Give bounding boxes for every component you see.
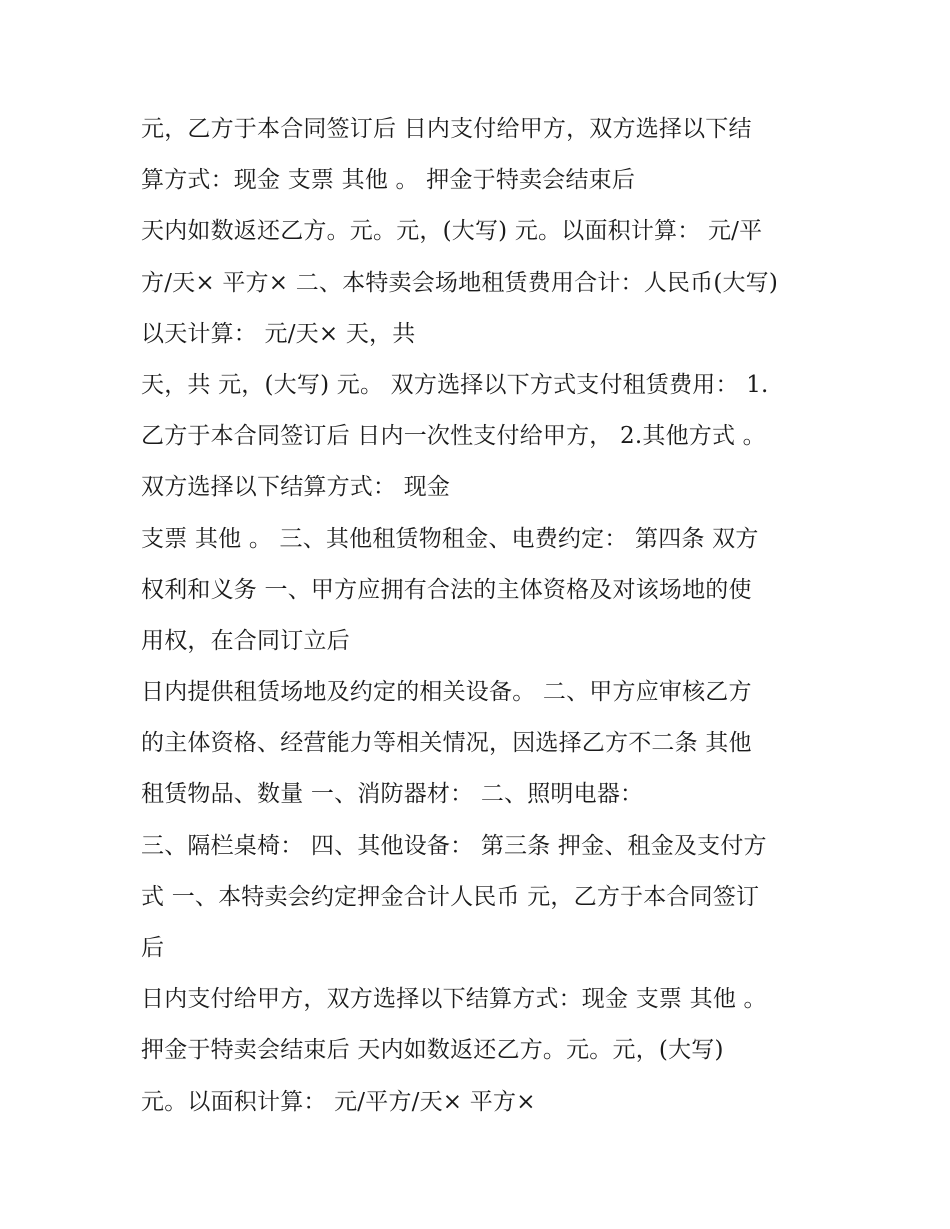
text-line: 双方选择以下结算方式： 现金 <box>141 474 451 501</box>
text-line: 乙方于本合同签订后 日内一次性支付给甲方， 2.其他方式 。 <box>141 423 766 450</box>
text-line: 以天计算： 元/天× 天，共 <box>141 320 416 347</box>
text-line: 三、隔栏桌椅： 四、其他设备： 第三条 押金、租金及支付方 <box>141 832 767 859</box>
text-line: 日内提供租赁场地及约定的相关设备。 二、甲方应审核乙方 <box>141 679 752 706</box>
text-line: 租赁物品、数量 一、消防器材： 二、照明电器： <box>141 781 644 808</box>
text-line: 式 一、本特卖会约定押金合计人民币 元，乙方于本合同签订 <box>141 883 760 910</box>
text-line: 后 <box>141 935 165 961</box>
text-line: 用权，在合同订立后 <box>141 627 350 654</box>
text-line: 天内如数返还乙方。元。元，(大写) 元。以面积计算： 元/平 <box>141 218 763 245</box>
text-line: 元，乙方于本合同签订后 日内支付给甲方，双方选择以下结 <box>141 116 752 142</box>
text-line: 权利和义务 一、甲方应拥有合法的主体资格及对该场地的使 <box>141 576 752 603</box>
text-line: 日内支付给甲方，双方选择以下结算方式：现金 支票 其他 。 <box>141 986 767 1013</box>
text-line: 支票 其他 。 三、其他租赁物租金、电费约定： 第四条 双方 <box>141 525 759 552</box>
text-line: 算方式：现金 支票 其他 。 押金于特卖会结束后 <box>141 167 636 194</box>
text-line: 的主体资格、经营能力等相关情况，因选择乙方不二条 其他 <box>141 730 752 757</box>
text-line: 方/天× 平方× 二、本特卖会场地租赁费用合计：人民币(大写) <box>141 269 779 296</box>
document-body <box>141 104 821 1128</box>
text-line: 元。以面积计算： 元/平方/天× 平方× <box>141 1088 536 1115</box>
text-line: 押金于特卖会结束后 天内如数返还乙方。元。元，(大写) <box>141 1037 724 1064</box>
text-line: 天，共 元，(大写) 元。 双方选择以下方式支付租赁费用： 1. <box>141 371 769 398</box>
